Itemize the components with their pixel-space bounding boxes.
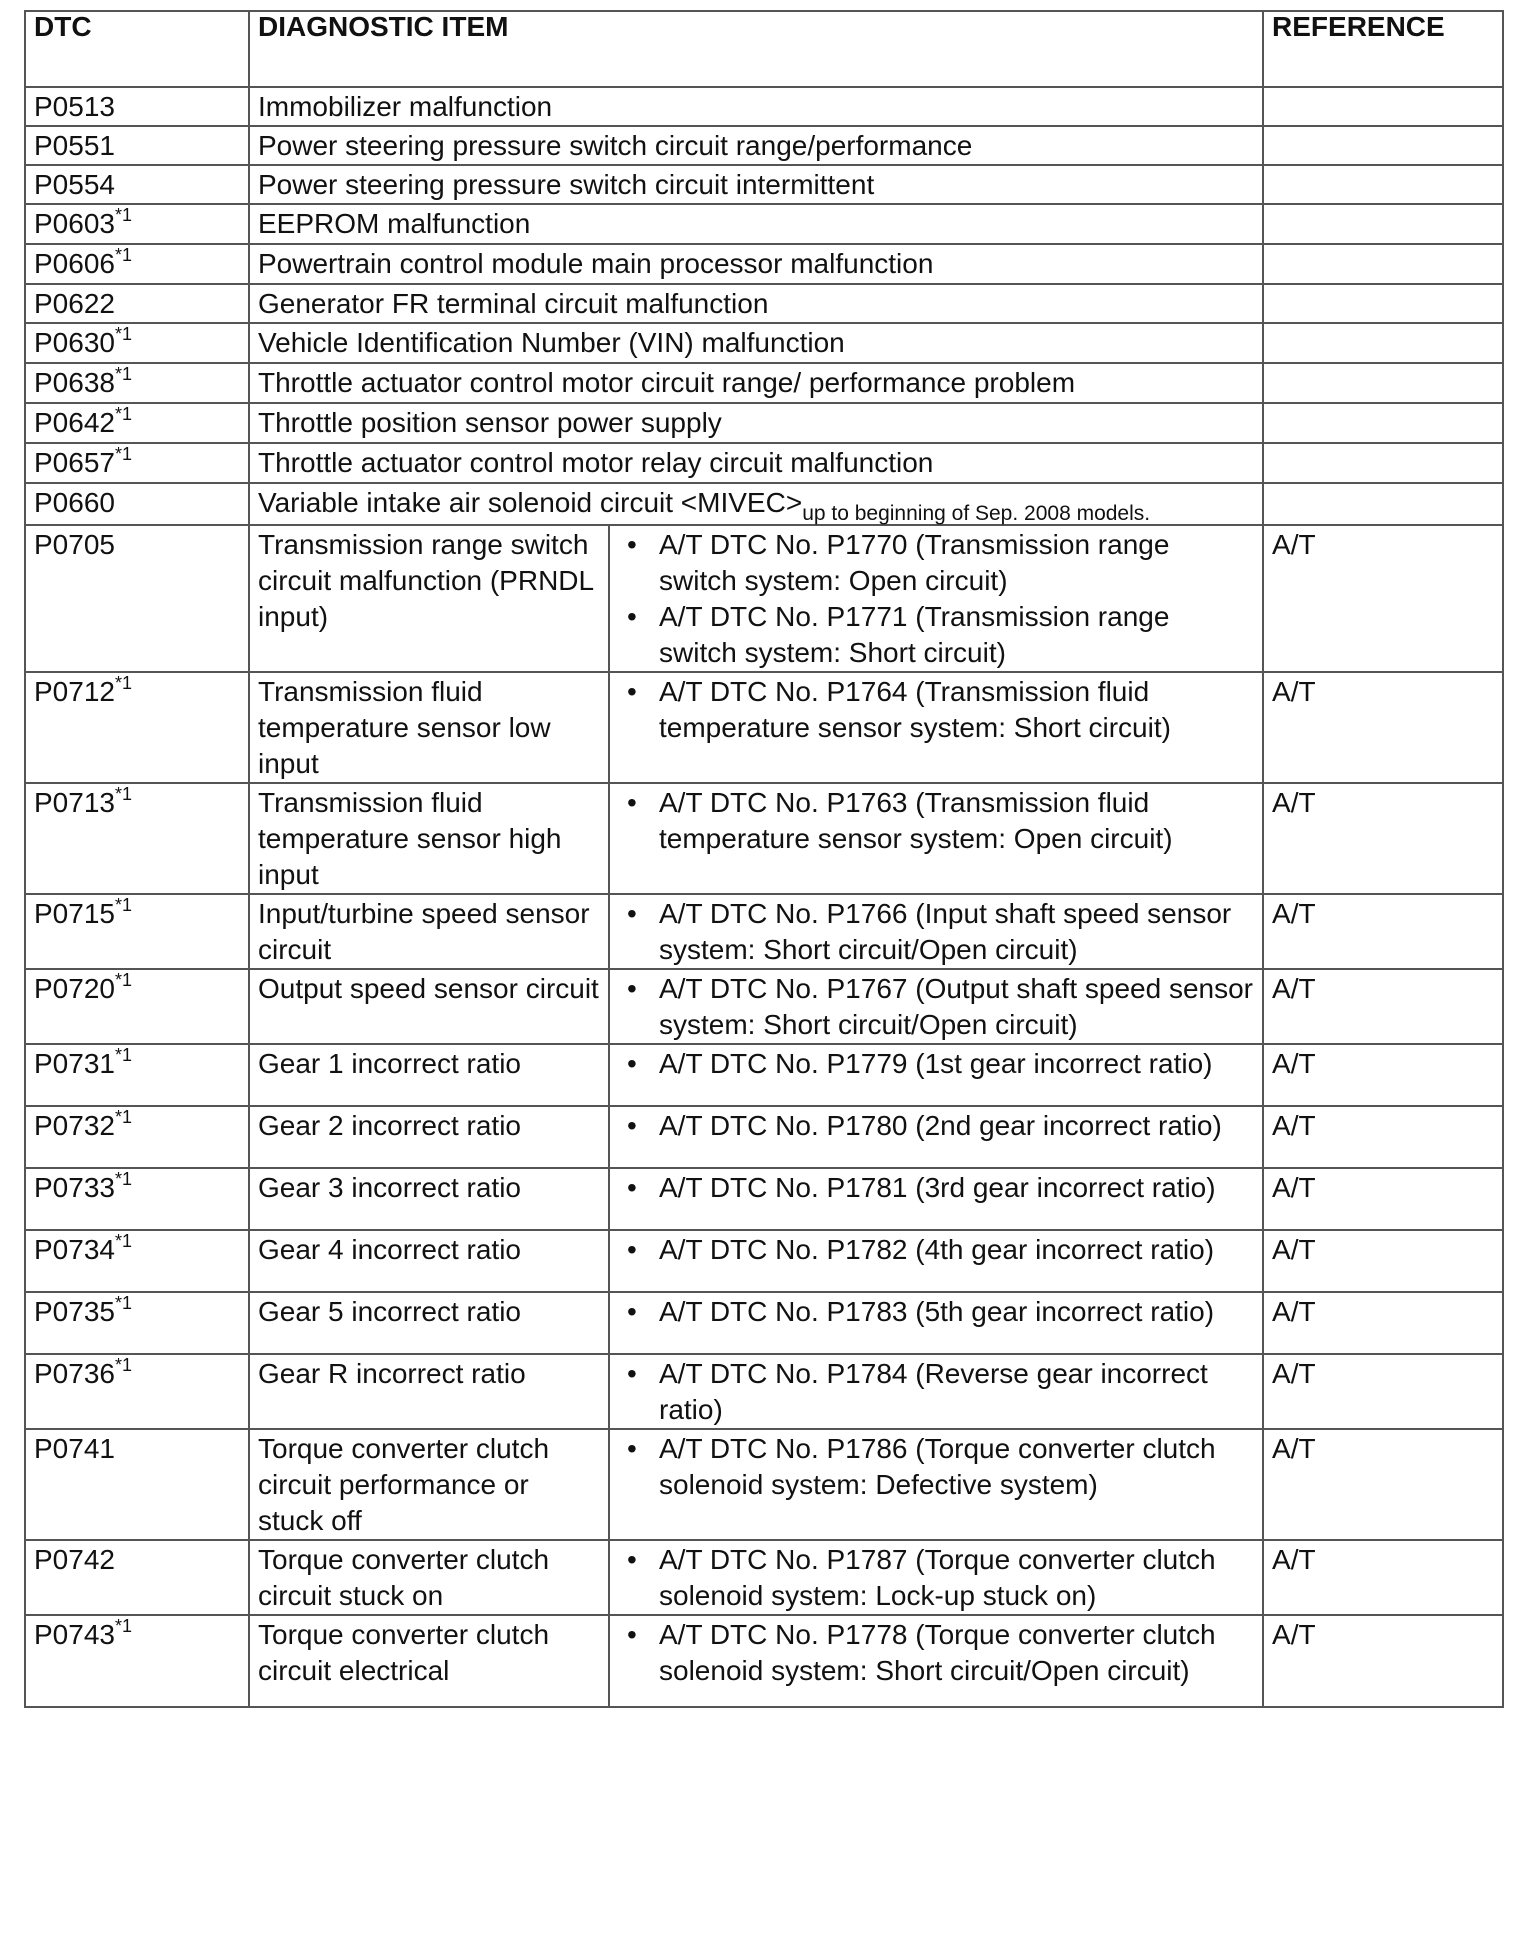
detail-cell — [609, 1106, 1263, 1168]
footnote-marker: *1 — [114, 1044, 132, 1065]
diagnostic-item — [249, 443, 1263, 483]
dtc-code-cell — [25, 1354, 249, 1429]
dtc-code-cell — [25, 244, 249, 284]
dtc-code-cell — [25, 126, 249, 165]
diagnostic-item-text: Power steering pressure switch circuit intermittent — [258, 169, 875, 200]
dtc-code: P0642 — [34, 407, 115, 438]
dtc-code-cell — [25, 165, 249, 204]
diagnostic-item — [249, 284, 1263, 323]
table-row — [25, 1292, 1503, 1354]
diagnostic-item: Transmission fluid temperature sensor high input — [249, 783, 609, 894]
detail-cell — [609, 672, 1263, 783]
detail-cell — [609, 1230, 1263, 1292]
detail-cell — [609, 783, 1263, 894]
footnote-marker: *1 — [114, 363, 132, 384]
detail-list — [618, 971, 1254, 1043]
detail-item: • A/T DTC No. P1767 (Output shaft speed sensor system: Short circuit/Open circuit) — [659, 971, 1254, 1043]
table-row — [25, 87, 1503, 126]
diagnostic-item: Transmission range switch circuit malfunction (PRNDL input) — [249, 525, 609, 672]
header-row — [25, 11, 1503, 87]
dtc-code: P0551 — [34, 130, 115, 161]
dtc-code-cell — [25, 1540, 249, 1615]
table-row — [25, 1168, 1503, 1230]
diagnostic-item: Gear 3 incorrect ratio — [249, 1168, 609, 1230]
reference-cell — [1263, 443, 1503, 483]
model-note: up to beginning of Sep. 2008 models. — [802, 502, 1151, 525]
detail-cell — [609, 969, 1263, 1044]
table-row — [25, 1354, 1503, 1429]
diagnostic-item: Gear 2 incorrect ratio — [249, 1106, 609, 1168]
dtc-code-cell — [25, 87, 249, 126]
diagnostic-item: Gear R incorrect ratio — [249, 1354, 609, 1429]
diagnostic-item: Transmission fluid temperature sensor low input — [249, 672, 609, 783]
diagnostic-item: Gear 4 incorrect ratio — [249, 1230, 609, 1292]
table-row — [25, 783, 1503, 894]
dtc-code: P0734 — [34, 1234, 115, 1265]
diagnostic-item: Output speed sensor circuit — [249, 969, 609, 1044]
diagnostic-item: Torque converter clutch circuit performance or stuck off — [249, 1429, 609, 1540]
detail-cell — [609, 1168, 1263, 1230]
detail-list — [618, 1046, 1254, 1082]
dtc-code: P0735 — [34, 1296, 115, 1327]
dtc-code-cell — [25, 1429, 249, 1540]
reference-cell: A/T — [1263, 1429, 1503, 1540]
diagnostic-item — [249, 323, 1263, 363]
detail-item: • A/T DTC No. P1782 (4th gear incorrect ratio) — [659, 1232, 1254, 1268]
diagnostic-item-text: Throttle position sensor power supply — [258, 407, 722, 438]
diagnostic-item — [249, 87, 1263, 126]
detail-cell — [609, 1540, 1263, 1615]
dtc-code: P0736 — [34, 1358, 115, 1389]
diagnostic-item: Torque converter clutch circuit stuck on — [249, 1540, 609, 1615]
dtc-code: P0743 — [34, 1619, 115, 1650]
footnote-marker: *1 — [114, 403, 132, 424]
footnote-marker: *1 — [114, 1615, 132, 1636]
table-row — [25, 363, 1503, 403]
table-row — [25, 165, 1503, 204]
dtc-code-cell — [25, 363, 249, 403]
dtc-code-cell — [25, 672, 249, 783]
table-row — [25, 1044, 1503, 1106]
footnote-marker: *1 — [114, 672, 132, 693]
diagnostic-item-text: Powertrain control module main processor malfunction — [258, 248, 934, 279]
dtc-code: P0513 — [34, 91, 115, 122]
detail-item: • A/T DTC No. P1779 (1st gear incorrect ratio) — [659, 1046, 1254, 1082]
diagnostic-item-text: Variable intake air solenoid circuit <MIVEC> — [258, 487, 803, 518]
dtc-code-cell — [25, 1292, 249, 1354]
dtc-code: P0715 — [34, 898, 115, 929]
reference-cell: A/T — [1263, 1044, 1503, 1106]
reference-cell: A/T — [1263, 1106, 1503, 1168]
reference-cell — [1263, 204, 1503, 244]
dtc-code: P0606 — [34, 248, 115, 279]
reference-cell — [1263, 165, 1503, 204]
reference-cell: A/T — [1263, 672, 1503, 783]
dtc-code: P0554 — [34, 169, 115, 200]
table-row — [25, 1230, 1503, 1292]
dtc-code-cell — [25, 1168, 249, 1230]
dtc-code: P0733 — [34, 1172, 115, 1203]
footnote-marker: *1 — [114, 323, 132, 344]
diagnostic-item-text: Vehicle Identification Number (VIN) malfunction — [258, 327, 845, 358]
dtc-code-cell — [25, 443, 249, 483]
reference-cell: A/T — [1263, 1168, 1503, 1230]
detail-list — [618, 527, 1254, 671]
diagnostic-item — [249, 126, 1263, 165]
diagnostic-item-text: Power steering pressure switch circuit range/performance — [258, 130, 973, 161]
dtc-code: P0741 — [34, 1433, 115, 1464]
dtc-code: P0732 — [34, 1110, 115, 1141]
diagnostic-item-text: EEPROM malfunction — [258, 208, 531, 239]
detail-list — [618, 1617, 1254, 1689]
footnote-marker: *1 — [114, 1106, 132, 1127]
dtc-code-cell — [25, 284, 249, 323]
table-row — [25, 894, 1503, 969]
reference-cell — [1263, 284, 1503, 323]
dtc-table — [24, 10, 1504, 1708]
table-row — [25, 284, 1503, 323]
detail-cell — [609, 1292, 1263, 1354]
detail-cell — [609, 1044, 1263, 1106]
detail-list — [618, 1232, 1254, 1268]
dtc-code-cell — [25, 483, 249, 525]
dtc-code: P0742 — [34, 1544, 115, 1575]
detail-cell — [609, 894, 1263, 969]
table-body — [25, 87, 1503, 1707]
diagnostic-item — [249, 403, 1263, 443]
detail-list — [618, 1542, 1254, 1614]
diagnostic-item: Gear 1 incorrect ratio — [249, 1044, 609, 1106]
diagnostic-item-text: Throttle actuator control motor circuit range/ performance problem — [258, 367, 1076, 398]
reference-cell: A/T — [1263, 525, 1503, 672]
detail-item: • A/T DTC No. P1780 (2nd gear incorrect ratio) — [659, 1108, 1254, 1144]
reference-cell: A/T — [1263, 783, 1503, 894]
dtc-code: P0657 — [34, 447, 115, 478]
table-row — [25, 672, 1503, 783]
diagnostic-item — [249, 165, 1263, 204]
table-row — [25, 483, 1503, 525]
detail-item: • A/T DTC No. P1771 (Transmission range switch system: Short circuit) — [659, 599, 1254, 671]
reference-cell — [1263, 323, 1503, 363]
footnote-marker: *1 — [114, 1168, 132, 1189]
dtc-code-cell — [25, 1044, 249, 1106]
footnote-marker: *1 — [114, 1354, 132, 1375]
header-diagnostic-item: DIAGNOSTIC ITEM — [249, 11, 1263, 87]
table-row — [25, 1106, 1503, 1168]
detail-item: • A/T DTC No. P1784 (Reverse gear incorrect ratio) — [659, 1356, 1254, 1428]
reference-cell: A/T — [1263, 1615, 1503, 1707]
footnote-marker: *1 — [114, 443, 132, 464]
detail-list — [618, 896, 1254, 968]
reference-cell — [1263, 244, 1503, 284]
header-dtc: DTC — [25, 11, 249, 87]
table-row — [25, 323, 1503, 363]
table-row — [25, 244, 1503, 284]
dtc-code: P0705 — [34, 529, 115, 560]
diagnostic-item — [249, 204, 1263, 244]
reference-cell: A/T — [1263, 894, 1503, 969]
diagnostic-item — [249, 483, 1263, 525]
diagnostic-item — [249, 244, 1263, 284]
dtc-code: P0630 — [34, 327, 115, 358]
detail-list — [618, 785, 1254, 857]
dtc-code: P0731 — [34, 1048, 115, 1079]
detail-list — [618, 1356, 1254, 1428]
dtc-code: P0713 — [34, 787, 115, 818]
table-row — [25, 525, 1503, 672]
detail-cell — [609, 1354, 1263, 1429]
dtc-code: P0638 — [34, 367, 115, 398]
dtc-code: P0712 — [34, 676, 115, 707]
diagnostic-item — [249, 363, 1263, 403]
diagnostic-item: Input/turbine speed sensor circuit — [249, 894, 609, 969]
detail-item: • A/T DTC No. P1778 (Torque converter clutch solenoid system: Short circuit/Open circuit) — [659, 1617, 1254, 1689]
dtc-code: P0622 — [34, 288, 115, 319]
diagnostic-item-text: Generator FR terminal circuit malfunction — [258, 288, 769, 319]
reference-cell: A/T — [1263, 1292, 1503, 1354]
footnote-marker: *1 — [114, 894, 132, 915]
header-reference: REFERENCE — [1263, 11, 1503, 87]
dtc-code: P0603 — [34, 208, 115, 239]
table-row — [25, 1615, 1503, 1707]
dtc-code-cell — [25, 323, 249, 363]
detail-item: • A/T DTC No. P1763 (Transmission fluid temperature sensor system: Open circuit) — [659, 785, 1254, 857]
dtc-code-cell — [25, 204, 249, 244]
detail-item: • A/T DTC No. P1781 (3rd gear incorrect ratio) — [659, 1170, 1254, 1206]
dtc-code-cell — [25, 1615, 249, 1707]
diagnostic-item: Gear 5 incorrect ratio — [249, 1292, 609, 1354]
dtc-code-cell — [25, 403, 249, 443]
table-row — [25, 204, 1503, 244]
reference-cell — [1263, 87, 1503, 126]
table-row — [25, 126, 1503, 165]
diagnostic-item: Torque converter clutch circuit electrical — [249, 1615, 609, 1707]
detail-cell — [609, 1429, 1263, 1540]
table-row — [25, 403, 1503, 443]
detail-list — [618, 674, 1254, 746]
footnote-marker: *1 — [114, 969, 132, 990]
dtc-code: P0660 — [34, 487, 115, 518]
dtc-code-cell — [25, 525, 249, 672]
table-row — [25, 1429, 1503, 1540]
reference-cell — [1263, 483, 1503, 525]
table-row — [25, 1540, 1503, 1615]
diagnostic-item-text: Immobilizer malfunction — [258, 91, 553, 122]
detail-item: • A/T DTC No. P1766 (Input shaft speed sensor system: Short circuit/Open circuit) — [659, 896, 1254, 968]
diagnostic-item-text: Throttle actuator control motor relay circuit malfunction — [258, 447, 934, 478]
table-row — [25, 443, 1503, 483]
dtc-code-cell — [25, 894, 249, 969]
dtc-code-cell — [25, 969, 249, 1044]
footnote-marker: *1 — [114, 1230, 132, 1251]
reference-cell — [1263, 363, 1503, 403]
detail-item: • A/T DTC No. P1764 (Transmission fluid temperature sensor system: Short circuit) — [659, 674, 1254, 746]
footnote-marker: *1 — [114, 204, 132, 225]
detail-item: • A/T DTC No. P1787 (Torque converter clutch solenoid system: Lock-up stuck on) — [659, 1542, 1254, 1614]
detail-cell — [609, 1615, 1263, 1707]
detail-item: • A/T DTC No. P1783 (5th gear incorrect ratio) — [659, 1294, 1254, 1330]
reference-cell — [1263, 126, 1503, 165]
detail-item: • A/T DTC No. P1770 (Transmission range switch system: Open circuit) — [659, 527, 1254, 599]
table-row — [25, 969, 1503, 1044]
reference-cell: A/T — [1263, 1540, 1503, 1615]
footnote-marker: *1 — [114, 1292, 132, 1313]
footnote-marker: *1 — [114, 783, 132, 804]
dtc-code-cell — [25, 1106, 249, 1168]
dtc-code-cell — [25, 783, 249, 894]
detail-list — [618, 1294, 1254, 1330]
footnote-marker: *1 — [114, 244, 132, 265]
reference-cell: A/T — [1263, 1354, 1503, 1429]
dtc-code: P0720 — [34, 973, 115, 1004]
detail-list — [618, 1170, 1254, 1206]
detail-cell — [609, 525, 1263, 672]
dtc-code-cell — [25, 1230, 249, 1292]
reference-cell — [1263, 403, 1503, 443]
reference-cell: A/T — [1263, 969, 1503, 1044]
reference-cell: A/T — [1263, 1230, 1503, 1292]
detail-list — [618, 1108, 1254, 1144]
detail-item: • A/T DTC No. P1786 (Torque converter clutch solenoid system: Defective system) — [659, 1431, 1254, 1503]
detail-list — [618, 1431, 1254, 1503]
